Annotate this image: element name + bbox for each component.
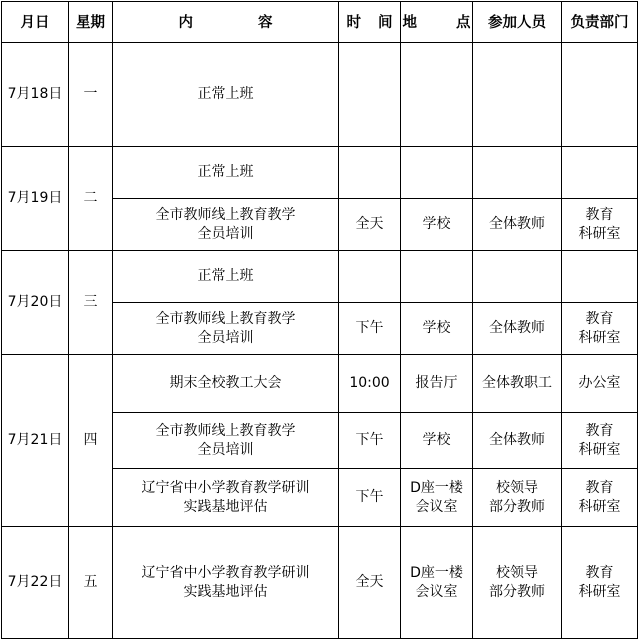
date-cell: 7月22日 bbox=[2, 527, 69, 639]
weekday-cell: 五 bbox=[69, 527, 113, 639]
header-time: 时 间 bbox=[339, 2, 401, 43]
time-cell: 10:00 bbox=[339, 355, 401, 413]
schedule-table bbox=[1, 1, 638, 639]
header-date: 月日 bbox=[2, 2, 69, 43]
participants-cell bbox=[473, 147, 562, 199]
content-cell: 正常上班 bbox=[113, 43, 339, 147]
department-cell: 教育 科研室 bbox=[562, 527, 638, 639]
date-cell: 7月18日 bbox=[2, 43, 69, 147]
place-cell: 报告厅 bbox=[401, 355, 473, 413]
date-cell: 7月21日 bbox=[2, 355, 69, 527]
participants-cell: 校领导 部分教师 bbox=[473, 527, 562, 639]
place-cell bbox=[401, 251, 473, 303]
content-cell: 全市教师线上教育教学 全员培训 bbox=[113, 199, 339, 251]
date-cell: 7月19日 bbox=[2, 147, 69, 251]
participants-cell bbox=[473, 251, 562, 303]
time-cell: 下午 bbox=[339, 413, 401, 469]
place-cell: D座一楼 会议室 bbox=[401, 527, 473, 639]
content-cell: 正常上班 bbox=[113, 147, 339, 199]
participants-cell: 全体教师 bbox=[473, 303, 562, 355]
header-content: 内 容 bbox=[113, 2, 339, 43]
header-department: 负责部门 bbox=[562, 2, 638, 43]
time-cell: 全天 bbox=[339, 527, 401, 639]
time-cell bbox=[339, 251, 401, 303]
weekday-cell: 二 bbox=[69, 147, 113, 251]
place-cell: 学校 bbox=[401, 413, 473, 469]
time-cell: 全天 bbox=[339, 199, 401, 251]
weekday-cell: 三 bbox=[69, 251, 113, 355]
date-cell: 7月20日 bbox=[2, 251, 69, 355]
weekday-cell: 四 bbox=[69, 355, 113, 527]
department-cell bbox=[562, 251, 638, 303]
participants-cell: 校领导 部分教师 bbox=[473, 469, 562, 527]
department-cell: 教育 科研室 bbox=[562, 199, 638, 251]
header-participants: 参加人员 bbox=[473, 2, 562, 43]
place-cell: 学校 bbox=[401, 199, 473, 251]
place-cell bbox=[401, 147, 473, 199]
time-cell bbox=[339, 147, 401, 199]
table-row bbox=[2, 527, 638, 639]
department-cell: 教育 科研室 bbox=[562, 469, 638, 527]
table-row bbox=[2, 251, 638, 303]
department-cell bbox=[562, 43, 638, 147]
participants-cell: 全体教师 bbox=[473, 199, 562, 251]
place-cell: 学校 bbox=[401, 303, 473, 355]
content-cell: 正常上班 bbox=[113, 251, 339, 303]
table-row bbox=[2, 355, 638, 413]
table-row bbox=[2, 147, 638, 199]
department-cell: 教育 科研室 bbox=[562, 413, 638, 469]
time-cell: 下午 bbox=[339, 303, 401, 355]
content-cell: 期末全校教工大会 bbox=[113, 355, 339, 413]
place-cell bbox=[401, 43, 473, 147]
department-cell: 办公室 bbox=[562, 355, 638, 413]
participants-cell: 全体教职工 bbox=[473, 355, 562, 413]
participants-cell bbox=[473, 43, 562, 147]
department-cell: 教育 科研室 bbox=[562, 303, 638, 355]
content-cell: 全市教师线上教育教学 全员培训 bbox=[113, 303, 339, 355]
header-row bbox=[2, 2, 638, 43]
table-row bbox=[2, 43, 638, 147]
header-weekday: 星期 bbox=[69, 2, 113, 43]
content-cell: 辽宁省中小学教育教学研训 实践基地评估 bbox=[113, 527, 339, 639]
content-cell: 辽宁省中小学教育教学研训 实践基地评估 bbox=[113, 469, 339, 527]
weekday-cell: 一 bbox=[69, 43, 113, 147]
time-cell: 下午 bbox=[339, 469, 401, 527]
time-cell bbox=[339, 43, 401, 147]
content-cell: 全市教师线上教育教学 全员培训 bbox=[113, 413, 339, 469]
department-cell bbox=[562, 147, 638, 199]
header-place: 地 点 bbox=[401, 2, 473, 43]
place-cell: D座一楼 会议室 bbox=[401, 469, 473, 527]
participants-cell: 全体教师 bbox=[473, 413, 562, 469]
